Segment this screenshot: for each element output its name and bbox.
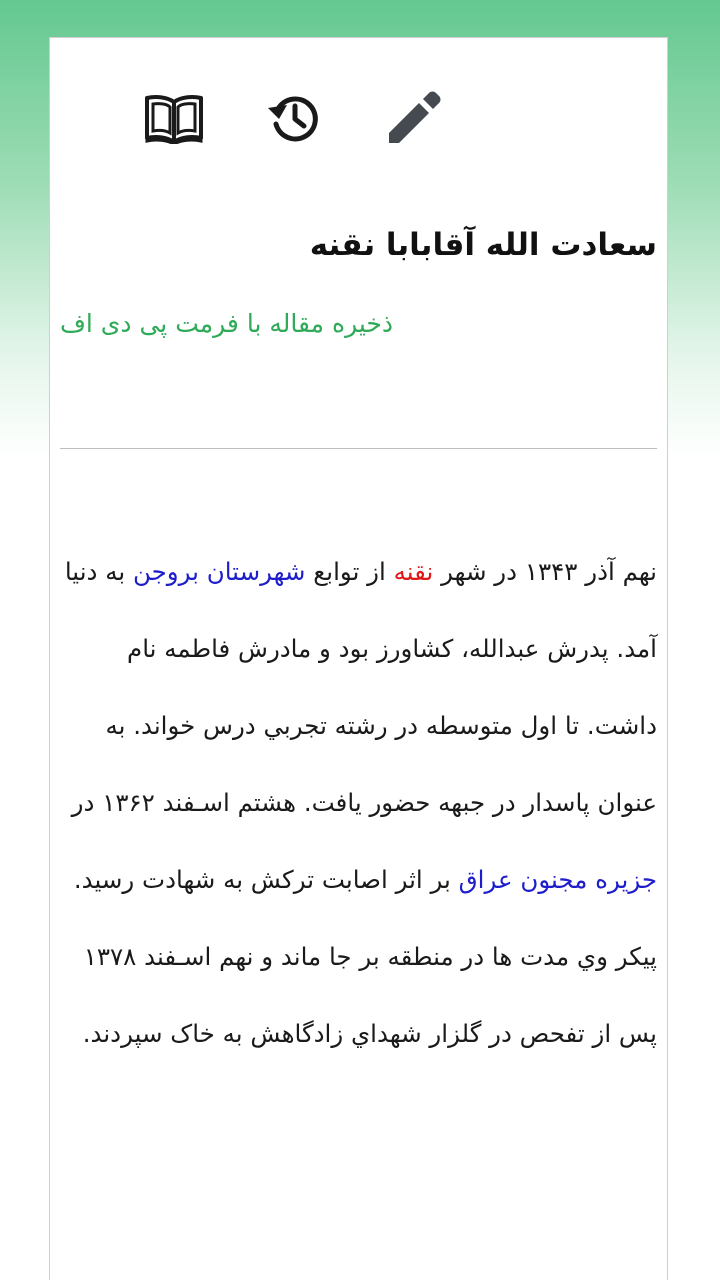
link-majnoon-island[interactable]: جزیره مجنون: [520, 865, 657, 894]
book-open-icon: [143, 92, 205, 144]
body-text: بر اثر اصابت ترکش به شهادت رسيد. پيکر وي مدت ها در منطقه بر جا ماند و نهم اسـفند ۱۳۷۸ پس از تفحص در گلزار شهداي زادگاهش به خاک سپردند.: [73, 865, 657, 1048]
read-button[interactable]: [142, 86, 206, 150]
edit-button[interactable]: [382, 86, 446, 150]
article-card: [49, 37, 668, 1280]
body-text: از توابع: [305, 557, 394, 586]
link-naqneh[interactable]: نقنه: [393, 557, 434, 586]
pencil-icon: [385, 89, 443, 147]
article-body: [62, 533, 657, 1072]
link-iraq[interactable]: عراق: [458, 865, 513, 894]
body-text: نهم آذر ۱۳۴۳ در شهر: [433, 557, 657, 586]
page-title: سعادت الله آقابابا نقنه: [309, 227, 657, 263]
body-text: به دنیا آمد. پدرش عبدالله، کشاورز بود و مادرش فاطمه نام داشت. تا اول متوسطه در رشته تجربي درس خواند. به عنوان پاسدار در جبهه حضور يافت. هشتم اسـفند ۱۳۶۲ در: [64, 557, 657, 817]
divider: [60, 448, 657, 449]
article-toolbar: [50, 86, 667, 150]
history-button[interactable]: [262, 86, 326, 150]
history-icon: [266, 90, 322, 146]
save-pdf-link[interactable]: ذخیره مقاله با فرمت پی دی اف: [60, 309, 393, 338]
link-borujen-county[interactable]: شهرستان بروجن: [132, 557, 306, 586]
